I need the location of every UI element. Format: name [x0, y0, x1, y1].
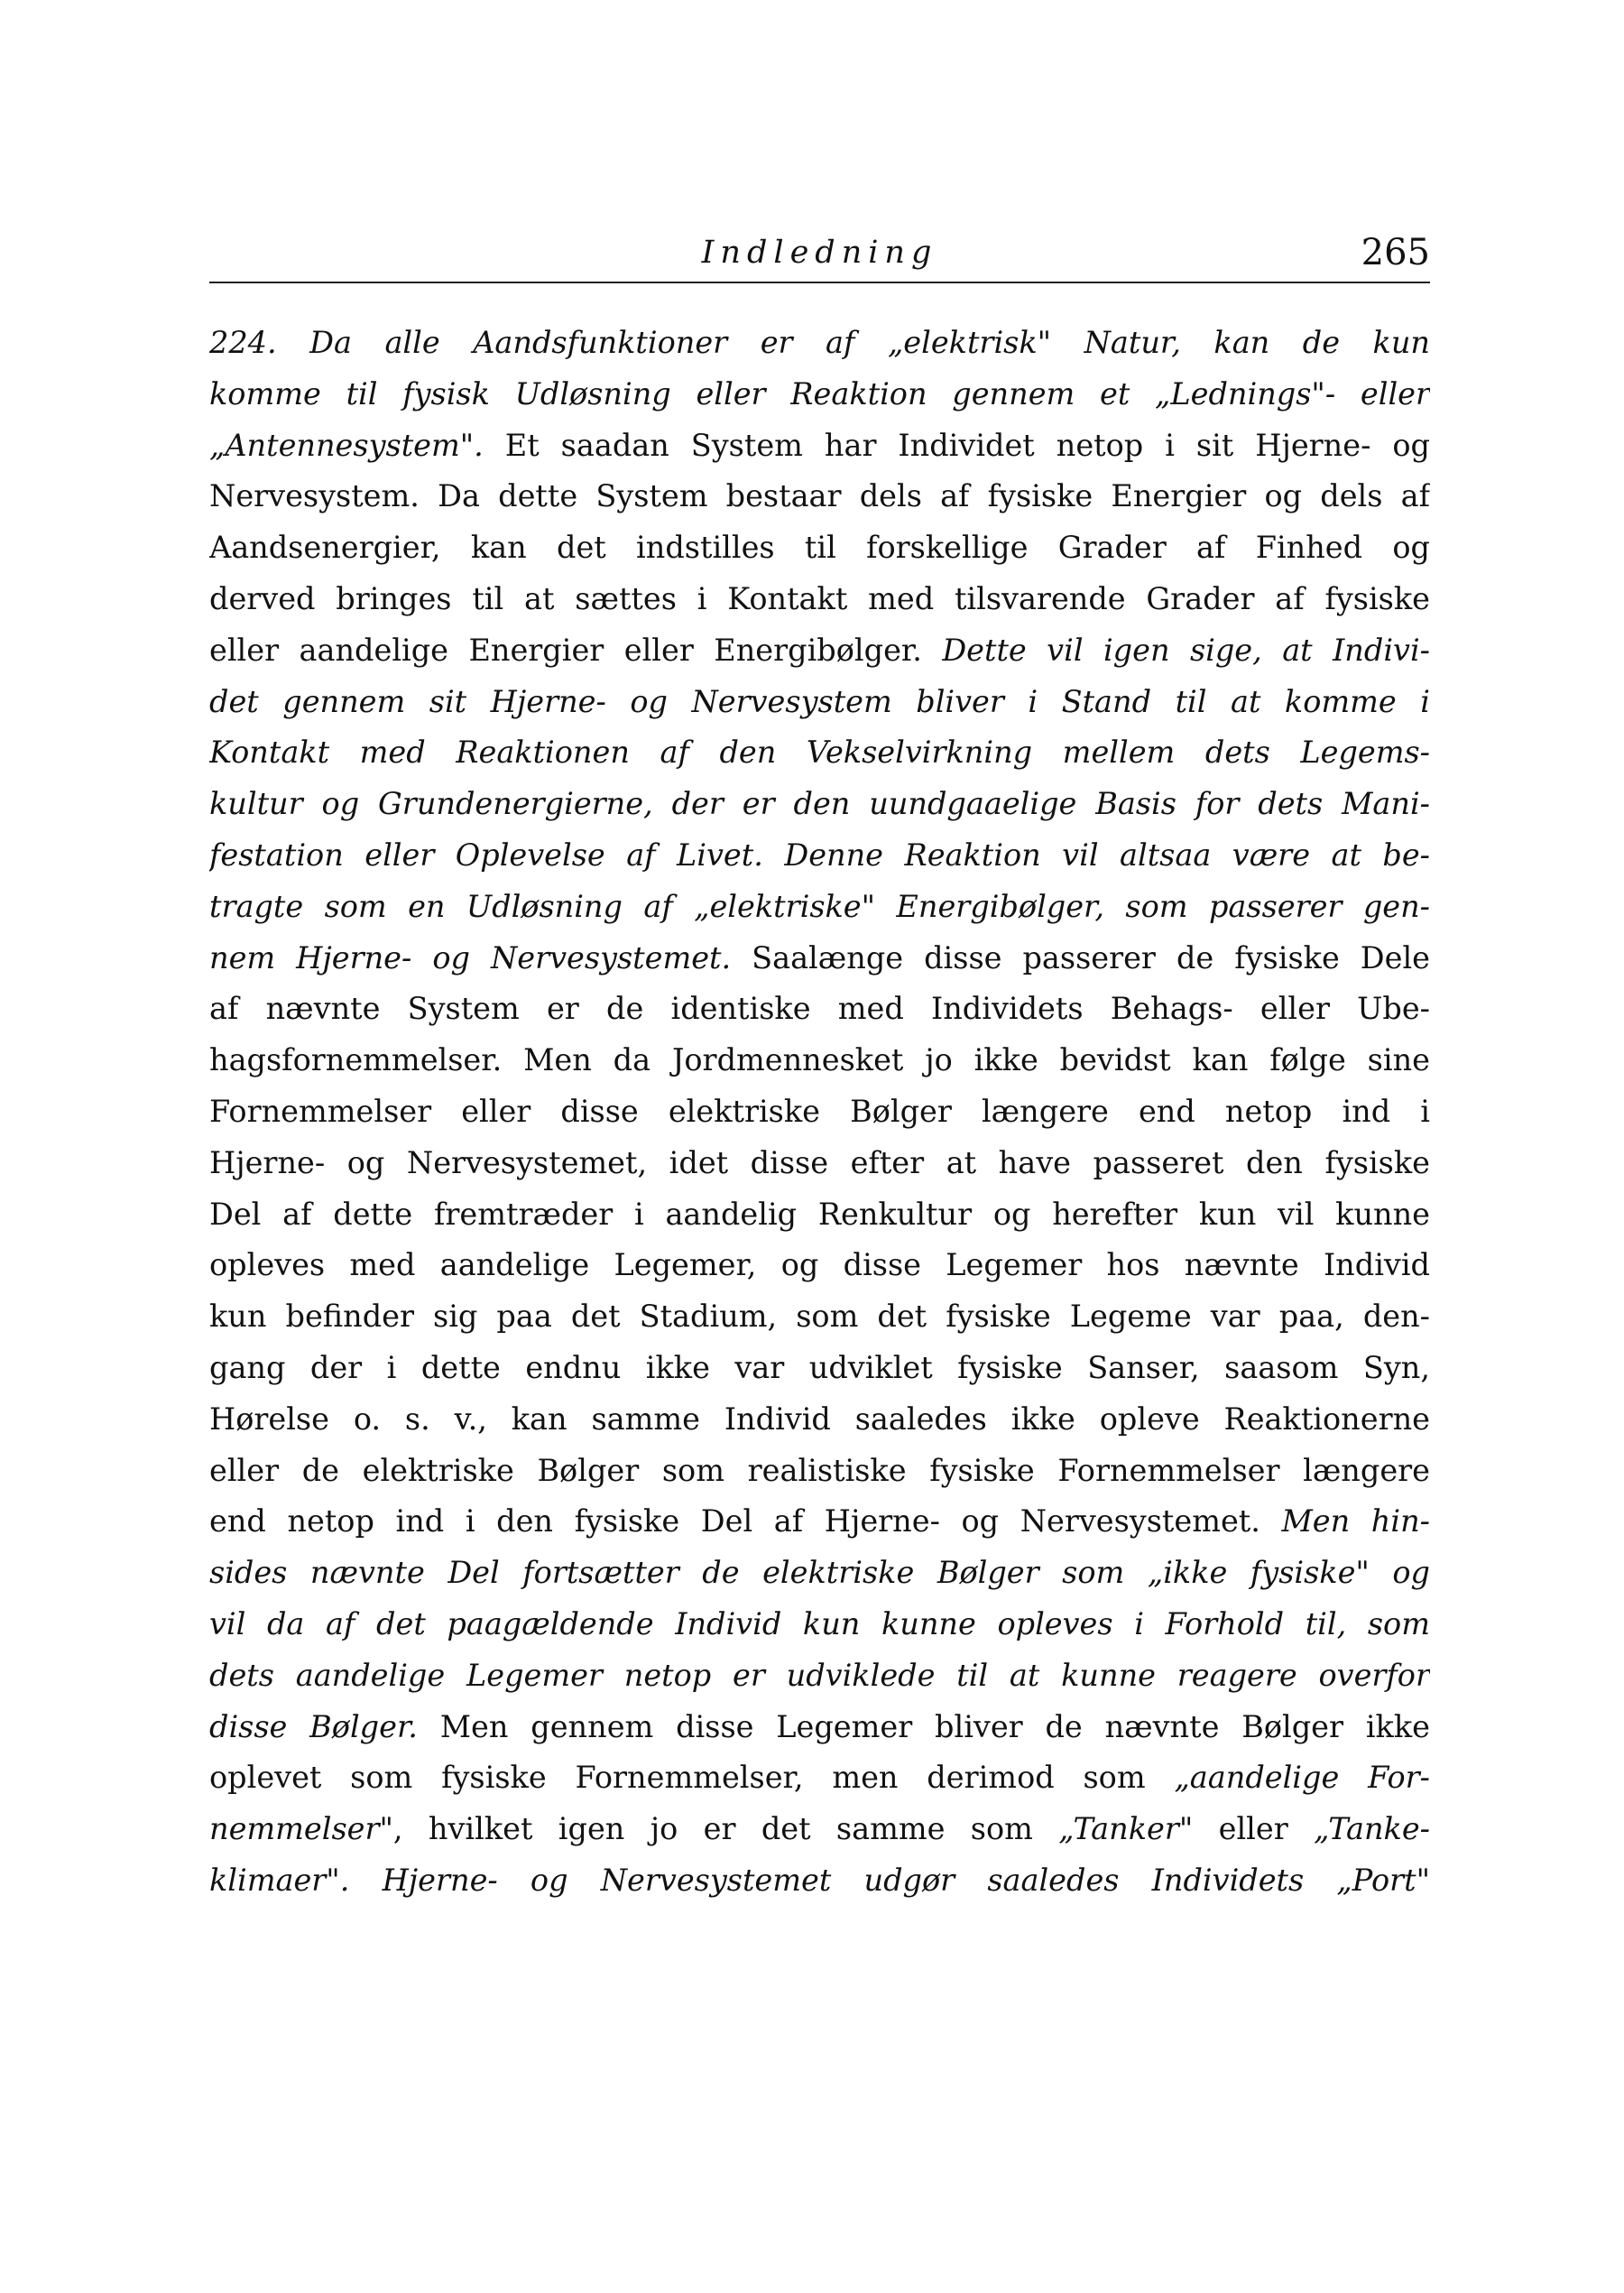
roman-text: gang der i dette endnu ikke var udviklet fysiske Sanser, saasom Syn,	[209, 1349, 1430, 1385]
italic-text: kultur og Grundenergierne, der er den uundgaaelige Basis for dets Mani-	[209, 786, 1430, 822]
roman-text: Aandsenergier, kan det indstilles til forskellige Grader af Finhed og	[209, 530, 1430, 566]
text-line	[209, 574, 1430, 625]
italic-text: Men hin-	[1281, 1503, 1430, 1539]
italic-text: dets aandelige Legemer netop er udviklede til at kunne reagere overfor	[209, 1657, 1430, 1693]
italic-text: tragte som en Udløsning af „elektriske" Energibølger, som passerer gen-	[209, 888, 1430, 924]
italic-text: nem Hjerne- og Nervesystemet.	[209, 939, 732, 975]
roman-text: af nævnte System er de identiske med Individets Behags- eller Ube-	[209, 991, 1430, 1027]
roman-text: , hvilket igen jo er det samme som	[392, 1811, 1059, 1847]
text-line	[209, 1446, 1430, 1497]
paragraph-224	[209, 318, 1430, 1907]
italic-text: sides nævnte Del fortsætter de elektriske Bølger som „ikke fysiske" og	[209, 1555, 1430, 1591]
text-line	[209, 933, 1430, 985]
italic-text: festation eller Oplevelse af Livet. Denne Reaktion vil altsaa være at be-	[209, 837, 1430, 873]
page-number: 265	[1361, 232, 1430, 273]
italic-text: „Tanke-	[1314, 1811, 1430, 1847]
italic-text: det gennem sit Hjerne- og Nervesystem bliver i Stand til at komme i	[209, 683, 1430, 719]
text-line	[209, 1086, 1430, 1138]
roman-text: oplevet som fysiske Fornemmelser, men derimod som	[209, 1760, 1175, 1796]
text-line	[209, 471, 1430, 522]
text-line	[209, 727, 1430, 779]
running-head-title: Indledning	[701, 235, 938, 271]
roman-text: Et saadan System har Individet netop i sit Hjerne- og	[483, 427, 1430, 463]
italic-text: nemmelser"	[209, 1811, 393, 1847]
roman-text: opleves med aandelige Legemer, og disse Legemer hos nævnte Individ	[209, 1247, 1430, 1283]
roman-text: Men gennem disse Legemer bliver de nævnte Bølger ikke	[417, 1708, 1430, 1744]
text-line	[209, 1291, 1430, 1343]
text-line	[209, 318, 1430, 369]
text-line	[209, 1752, 1430, 1804]
text-line	[209, 1599, 1430, 1650]
text-line	[209, 1394, 1430, 1446]
italic-text: klimaer". Hjerne- og Nervesystemet udgør saaledes Individets „Port"	[209, 1862, 1430, 1898]
italic-text: „Tanker"	[1058, 1811, 1194, 1847]
italic-text: Dette vil igen sige, at Indivi-	[942, 632, 1430, 668]
roman-text: eller	[1193, 1811, 1315, 1847]
text-line	[209, 625, 1430, 677]
text-line	[209, 522, 1430, 574]
roman-text: kun befinder sig paa det Stadium, som det fysiske Legeme var paa, den-	[209, 1299, 1430, 1335]
italic-text: „Antennesystem".	[209, 427, 484, 463]
roman-text: Hjerne- og Nervesystemet, idet disse efter at have passeret den fysiske	[209, 1144, 1430, 1180]
text-line	[209, 1650, 1430, 1702]
roman-text: hagsfornemmelser. Men da Jordmennesket jo ikke bevidst kan følge sine	[209, 1042, 1430, 1078]
text-line	[209, 369, 1430, 421]
roman-text: Del af dette fremtræder i aandelig Renkultur og herefter kun vil kunne	[209, 1196, 1430, 1232]
text-line	[209, 1855, 1430, 1907]
running-head	[209, 227, 1430, 278]
text-line	[209, 1343, 1430, 1394]
text-line	[209, 677, 1430, 728]
italic-text: vil da af det paagældende Individ kun kunne opleves i Forhold til, som	[209, 1605, 1430, 1641]
roman-text: end netop ind i den fysiske Del af Hjerne- og Nervesystemet.	[209, 1503, 1282, 1539]
text-line	[209, 984, 1430, 1035]
italic-text: komme til fysisk Udløsning eller Reaktion gennem et „Lednings"- eller	[209, 375, 1430, 411]
text-line	[209, 1240, 1430, 1291]
text-line	[209, 882, 1430, 933]
italic-text: 224. Da alle Aandsfunktioner er af „elektrisk" Natur, kan de kun	[209, 325, 1430, 360]
italic-text: „aandelige For-	[1174, 1760, 1430, 1796]
text-line	[209, 830, 1430, 882]
text-line	[209, 1189, 1430, 1241]
text-line	[209, 1138, 1430, 1189]
roman-text: eller de elektriske Bølger som realistiske fysiske Fornemmelser længere	[209, 1452, 1430, 1488]
roman-text: Hørelse o. s. v., kan samme Individ saaledes ikke opleve Reaktionerne	[209, 1401, 1430, 1437]
italic-text: disse Bølger.	[209, 1708, 418, 1744]
header-rule	[209, 282, 1430, 283]
text-line	[209, 1548, 1430, 1599]
text-line	[209, 1804, 1430, 1855]
text-line	[209, 1702, 1430, 1753]
roman-text: Nervesystem. Da dette System bestaar dels af fysiske Energier og dels af	[209, 478, 1430, 514]
text-line	[209, 779, 1430, 830]
roman-text: derved bringes til at sættes i Kontakt med tilsvarende Grader af fysiske	[209, 580, 1430, 616]
italic-text: Kontakt med Reaktionen af den Vekselvirkning mellem dets Legems-	[209, 735, 1430, 771]
roman-text: Fornemmelser eller disse elektriske Bølger længere end netop ind i	[209, 1093, 1430, 1129]
roman-text: Saalænge disse passerer de fysiske Dele	[731, 939, 1430, 975]
roman-text: eller aandelige Energier eller Energibølger.	[209, 632, 943, 668]
text-line	[209, 421, 1430, 472]
text-line	[209, 1035, 1430, 1086]
text-line	[209, 1496, 1430, 1548]
